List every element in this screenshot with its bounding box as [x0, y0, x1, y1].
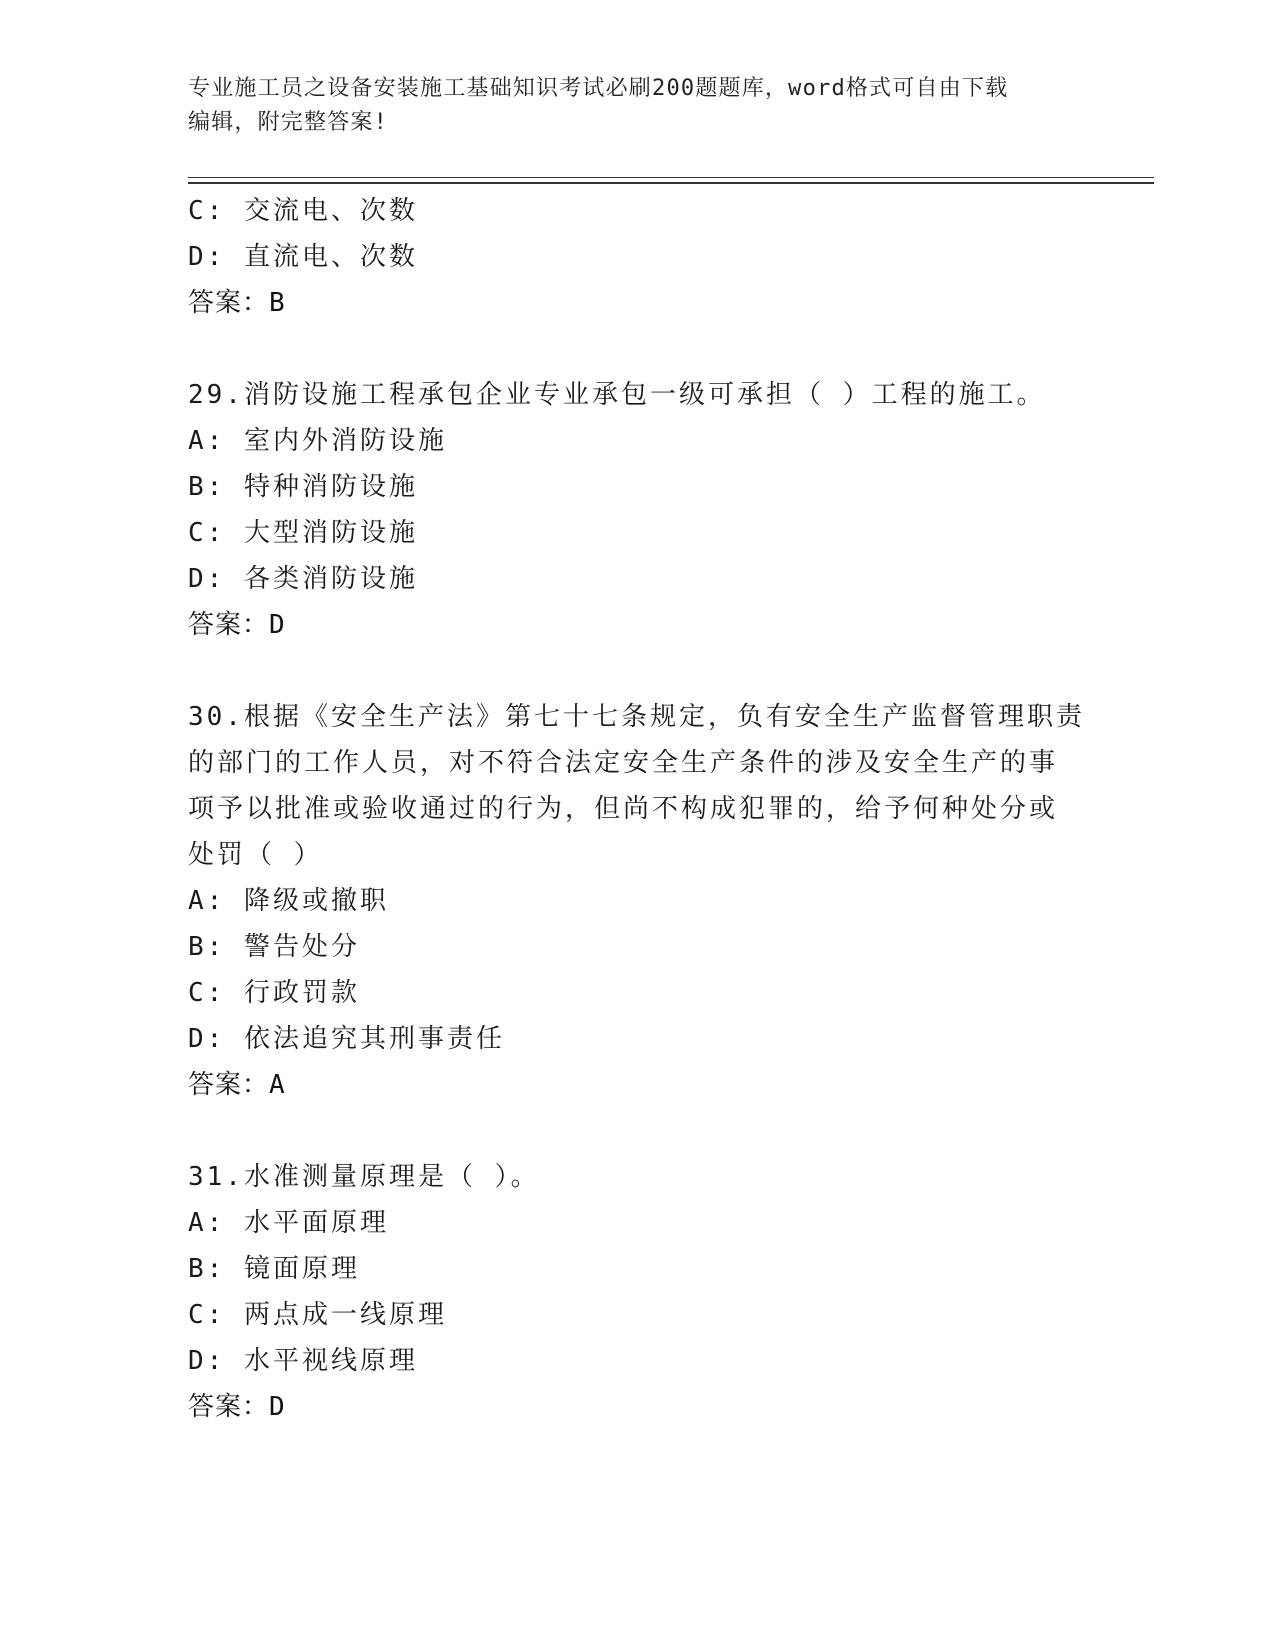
spacer [188, 648, 1088, 694]
question-block-30 [188, 694, 1088, 1108]
question-text-line-4: 处罚（ ） [188, 840, 323, 870]
question-text-line-2: 的部门的工作人员，对不符合法定安全生产条件的涉及安全生产的事 [188, 748, 1059, 778]
option-d: D: 直流电、次数 [188, 242, 418, 272]
question-block-31 [188, 1154, 1088, 1430]
option-c: C: 交流电、次数 [188, 196, 418, 226]
option-a: A: 水平面原理 [188, 1208, 389, 1238]
header-divider [188, 177, 1154, 184]
question-text-line-1: 30.根据《安全生产法》第七十七条规定，负有安全生产监督管理职责 [188, 702, 1085, 732]
option-b: B: 特种消防设施 [188, 472, 418, 502]
option-a: A: 室内外消防设施 [188, 426, 447, 456]
option-c: C: 行政罚款 [188, 978, 360, 1008]
document-header-title [188, 72, 1088, 140]
answer-label: 答案：B [188, 288, 286, 318]
answer-label: 答案：A [188, 1070, 286, 1100]
answer-label: 答案：D [188, 610, 286, 640]
question-block-29 [188, 372, 1088, 648]
option-d: D: 依法追究其刑事责任 [188, 1024, 505, 1054]
option-b: B: 警告处分 [188, 932, 360, 962]
option-d: D: 各类消防设施 [188, 564, 418, 594]
header-title-line-1: 专业施工员之设备安装施工基础知识考试必刷200题题库，word格式可自由下载 [188, 76, 1009, 101]
option-d: D: 水平视线原理 [188, 1346, 418, 1376]
option-c: C: 两点成一线原理 [188, 1300, 447, 1330]
option-c: C: 大型消防设施 [188, 518, 418, 548]
spacer [188, 326, 1088, 372]
header-title-line-2: 编辑，附完整答案! [188, 110, 389, 135]
question-text: 31.水准测量原理是（ ）。 [188, 1162, 540, 1192]
question-block-28 [188, 188, 1088, 326]
spacer [188, 1108, 1088, 1154]
question-text-line-3: 项予以批准或验收通过的行为，但尚不构成犯罪的，给予何种处分或 [188, 794, 1059, 824]
answer-label: 答案：D [188, 1392, 286, 1422]
question-text: 29.消防设施工程承包企业专业承包一级可承担（ ）工程的施工。 [188, 380, 1046, 410]
option-b: B: 镜面原理 [188, 1254, 360, 1284]
question-list [188, 188, 1088, 1430]
option-a: A: 降级或撤职 [188, 886, 389, 916]
